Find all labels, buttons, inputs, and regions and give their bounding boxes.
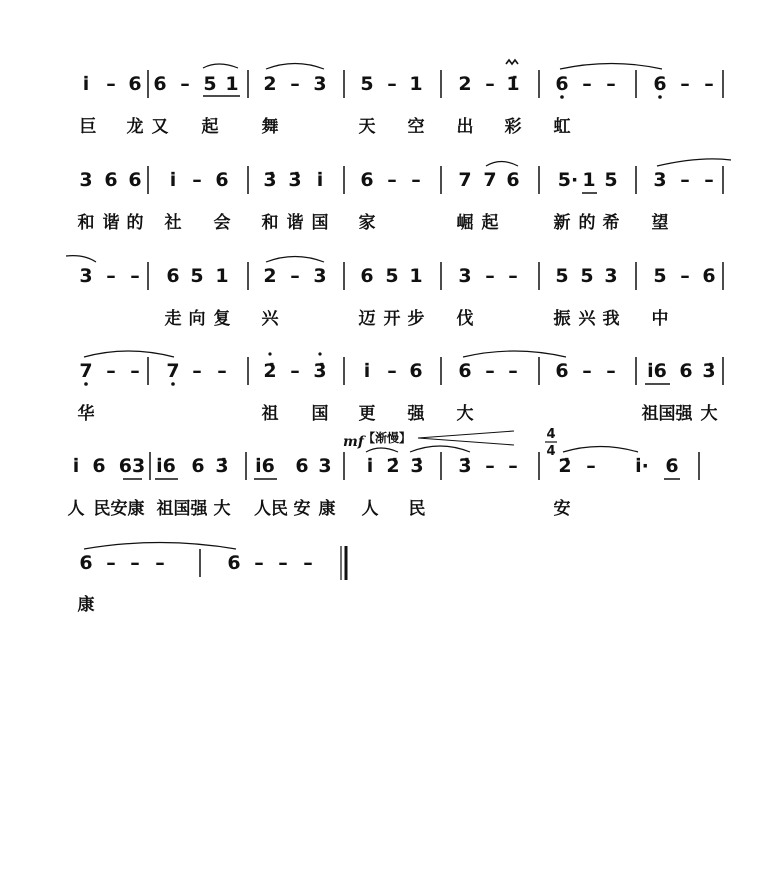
note: 6 (227, 552, 241, 574)
note: 1 (215, 265, 229, 287)
note: – (508, 265, 518, 287)
note: – (704, 169, 714, 191)
note: 5 (555, 265, 569, 287)
note: – (130, 360, 140, 382)
note: i̇· (635, 455, 649, 477)
lyric: 人民 (254, 499, 288, 519)
note: 5 (604, 169, 618, 191)
note: 6 (506, 169, 520, 191)
note: 7 (166, 360, 180, 382)
lyric: 祖国强 (156, 499, 208, 519)
note: – (192, 360, 202, 382)
note: – (180, 73, 190, 95)
note: – (387, 73, 397, 95)
note: i̇6 (156, 455, 176, 477)
note: 6 (665, 455, 679, 477)
note: 5 (653, 265, 667, 287)
lyric: 又 (151, 117, 169, 137)
note: – (606, 73, 616, 95)
lyric: 复 (213, 309, 231, 329)
lyric: 康 (318, 499, 336, 519)
slur (66, 256, 96, 262)
note: – (290, 360, 300, 382)
note: i̇ (316, 169, 324, 191)
note: 3̇ (458, 455, 472, 477)
note: 3̇ (263, 169, 277, 191)
lyric: 起 (201, 117, 219, 137)
lyric: 新 (553, 213, 571, 233)
note: 3̇ (702, 360, 716, 382)
lyric: 民 (408, 499, 426, 519)
note: – (290, 265, 300, 287)
lyric: 祖 (261, 404, 279, 424)
note: 2̇ (558, 455, 572, 477)
octave-dot (268, 352, 271, 355)
score-row-6 (78, 543, 347, 616)
note: 5 (190, 265, 204, 287)
note: – (704, 73, 714, 95)
note: – (290, 73, 300, 95)
note: – (130, 552, 140, 574)
lyric: 人 (67, 499, 85, 519)
note: – (606, 360, 616, 382)
note: 2 (263, 73, 277, 95)
lyric: 虹 (553, 117, 571, 137)
lyric: 社 (164, 213, 182, 233)
note: 3 (604, 265, 618, 287)
dynamic-mark: mf (343, 434, 364, 450)
slur (84, 543, 236, 550)
note: 6 (679, 360, 693, 382)
time-signature-bottom: 4 (546, 444, 556, 459)
trill-mark (506, 60, 518, 64)
note: 6 (153, 73, 167, 95)
lyric: 华 (77, 404, 95, 424)
lyric: 会 (213, 213, 231, 233)
note: 1 (409, 73, 423, 95)
note: 3 (313, 73, 327, 95)
note: 6 (409, 360, 423, 382)
note: 3̇ (313, 360, 327, 382)
note: i̇6 (647, 360, 667, 382)
lyric: 大 (213, 499, 231, 519)
lyric: 人 (361, 499, 379, 519)
note: – (106, 73, 116, 95)
slur (266, 64, 324, 70)
slur (463, 351, 566, 357)
octave-dot (171, 382, 175, 386)
note: 7 (483, 169, 497, 191)
slur (657, 159, 731, 166)
note: 5 (203, 73, 217, 95)
note: – (680, 265, 690, 287)
note: 6 (104, 169, 118, 191)
note: 6 (92, 455, 106, 477)
lyric: 康 (77, 595, 95, 615)
slur (203, 64, 238, 68)
lyric: 和 (77, 213, 95, 233)
lyric: 兴 (261, 309, 279, 329)
lyric: 向 (188, 309, 206, 329)
note: – (485, 73, 495, 95)
lyric: 安 (553, 499, 571, 519)
note: 6 (191, 455, 205, 477)
octave-dot (318, 352, 321, 355)
note: 5 (360, 73, 374, 95)
note: 6 (79, 552, 93, 574)
note: i̇ (82, 73, 90, 95)
note: 7 (79, 360, 93, 382)
note: 2̇ (263, 360, 277, 382)
lyric: 起 (481, 213, 499, 233)
slur (486, 162, 518, 167)
note: 3̇ (410, 455, 424, 477)
lyric: 谐 (102, 213, 120, 233)
note: – (485, 455, 495, 477)
note: 6 (360, 169, 374, 191)
score-row-5 (68, 427, 700, 519)
note: – (586, 455, 596, 477)
note: – (680, 169, 690, 191)
lyric: 出 (456, 117, 474, 137)
lyric: 家 (358, 213, 376, 233)
slur (266, 257, 324, 263)
note: 2̇ (386, 455, 400, 477)
note: 3 (313, 265, 327, 287)
lyric: 祖国强 (641, 404, 693, 424)
lyric: 空 (407, 117, 425, 137)
note: – (508, 455, 518, 477)
note: 5 (385, 265, 399, 287)
note: 6 (215, 169, 229, 191)
lyric: 舞 (261, 117, 279, 137)
note: 1̇ (506, 73, 520, 95)
note: 7 (458, 169, 472, 191)
lyric: 伐 (456, 309, 474, 329)
note: 3 (79, 265, 93, 287)
lyric: 和 (261, 213, 279, 233)
note: – (254, 552, 264, 574)
note: – (508, 360, 518, 382)
note: 6 (295, 455, 309, 477)
note: 6 (555, 73, 569, 95)
note: 6 (653, 73, 667, 95)
note: – (106, 265, 116, 287)
score-row-1 (80, 60, 724, 137)
lyric: 强 (407, 404, 425, 424)
note: i̇ (169, 169, 177, 191)
note: – (485, 265, 495, 287)
octave-dot (560, 95, 564, 99)
note: i̇6 (255, 455, 275, 477)
note: – (192, 169, 202, 191)
score-row-2 (78, 159, 732, 233)
note: – (582, 360, 592, 382)
score-row-3 (66, 256, 723, 329)
note: i̇ (366, 455, 374, 477)
note: i̇ (72, 455, 80, 477)
note: – (411, 169, 421, 191)
note: 6 (166, 265, 180, 287)
note: 3 (79, 169, 93, 191)
note: i̇ (363, 360, 371, 382)
note: – (387, 360, 397, 382)
note: – (106, 360, 116, 382)
note: – (278, 552, 288, 574)
note: 2 (263, 265, 277, 287)
lyric: 民安康 (93, 499, 145, 519)
note: 6 (458, 360, 472, 382)
lyric: 的 (578, 213, 596, 233)
note: 6 (128, 169, 142, 191)
lyric: 谐 (286, 213, 304, 233)
lyric: 巨 (79, 117, 97, 137)
note: – (582, 73, 592, 95)
note: 6 (360, 265, 374, 287)
note: 1 (225, 73, 239, 95)
lyric: 步 (407, 309, 425, 329)
note: – (106, 552, 116, 574)
note: – (680, 73, 690, 95)
slur (560, 64, 662, 70)
lyric: 彩 (504, 117, 522, 137)
tempo-mark: 【渐慢】 (363, 431, 412, 445)
note: 63 (118, 455, 146, 477)
diminuendo-hairpin (418, 431, 514, 445)
lyric: 兴 (578, 309, 596, 329)
lyric: 希 (602, 213, 620, 233)
note: 6 (702, 265, 716, 287)
note: 3̇ (215, 455, 229, 477)
note: – (303, 552, 313, 574)
note: – (130, 265, 140, 287)
lyric: 走 (164, 309, 182, 329)
lyric: 的 (126, 213, 144, 233)
note: 6 (128, 73, 142, 95)
note: 1 (582, 169, 596, 191)
lyric: 天 (358, 117, 376, 137)
lyric: 国 (311, 213, 329, 233)
note: – (387, 169, 397, 191)
lyric: 更 (358, 404, 376, 424)
note: 3̇ (288, 169, 302, 191)
octave-dot (658, 95, 662, 99)
lyric: 振 (553, 309, 571, 329)
note: 6 (555, 360, 569, 382)
note: – (217, 360, 227, 382)
slur (366, 448, 398, 452)
time-signature-top: 4 (546, 427, 556, 442)
note: 3 (458, 265, 472, 287)
lyric: 国 (311, 404, 329, 424)
note: 5 (580, 265, 594, 287)
lyric: 中 (651, 309, 669, 329)
lyric: 崛 (456, 213, 474, 233)
lyric: 开 (383, 309, 401, 329)
note: 2 (458, 73, 472, 95)
lyric: 我 (602, 309, 620, 329)
lyric: 迈 (358, 309, 376, 329)
slur (84, 351, 174, 357)
lyric: 安 (293, 499, 311, 519)
slur (410, 446, 470, 452)
score-row-4 (78, 351, 724, 424)
slur (563, 447, 638, 453)
note: – (155, 552, 165, 574)
lyric: 大 (456, 404, 474, 424)
lyric: 望 (651, 213, 669, 233)
note: – (485, 360, 495, 382)
lyric: 龙 (126, 117, 144, 137)
note: 3 (653, 169, 667, 191)
note: 1 (409, 265, 423, 287)
octave-dot (84, 382, 88, 386)
lyric: 大 (700, 404, 718, 424)
note: 5· (557, 169, 579, 191)
note: 3 (318, 455, 332, 477)
